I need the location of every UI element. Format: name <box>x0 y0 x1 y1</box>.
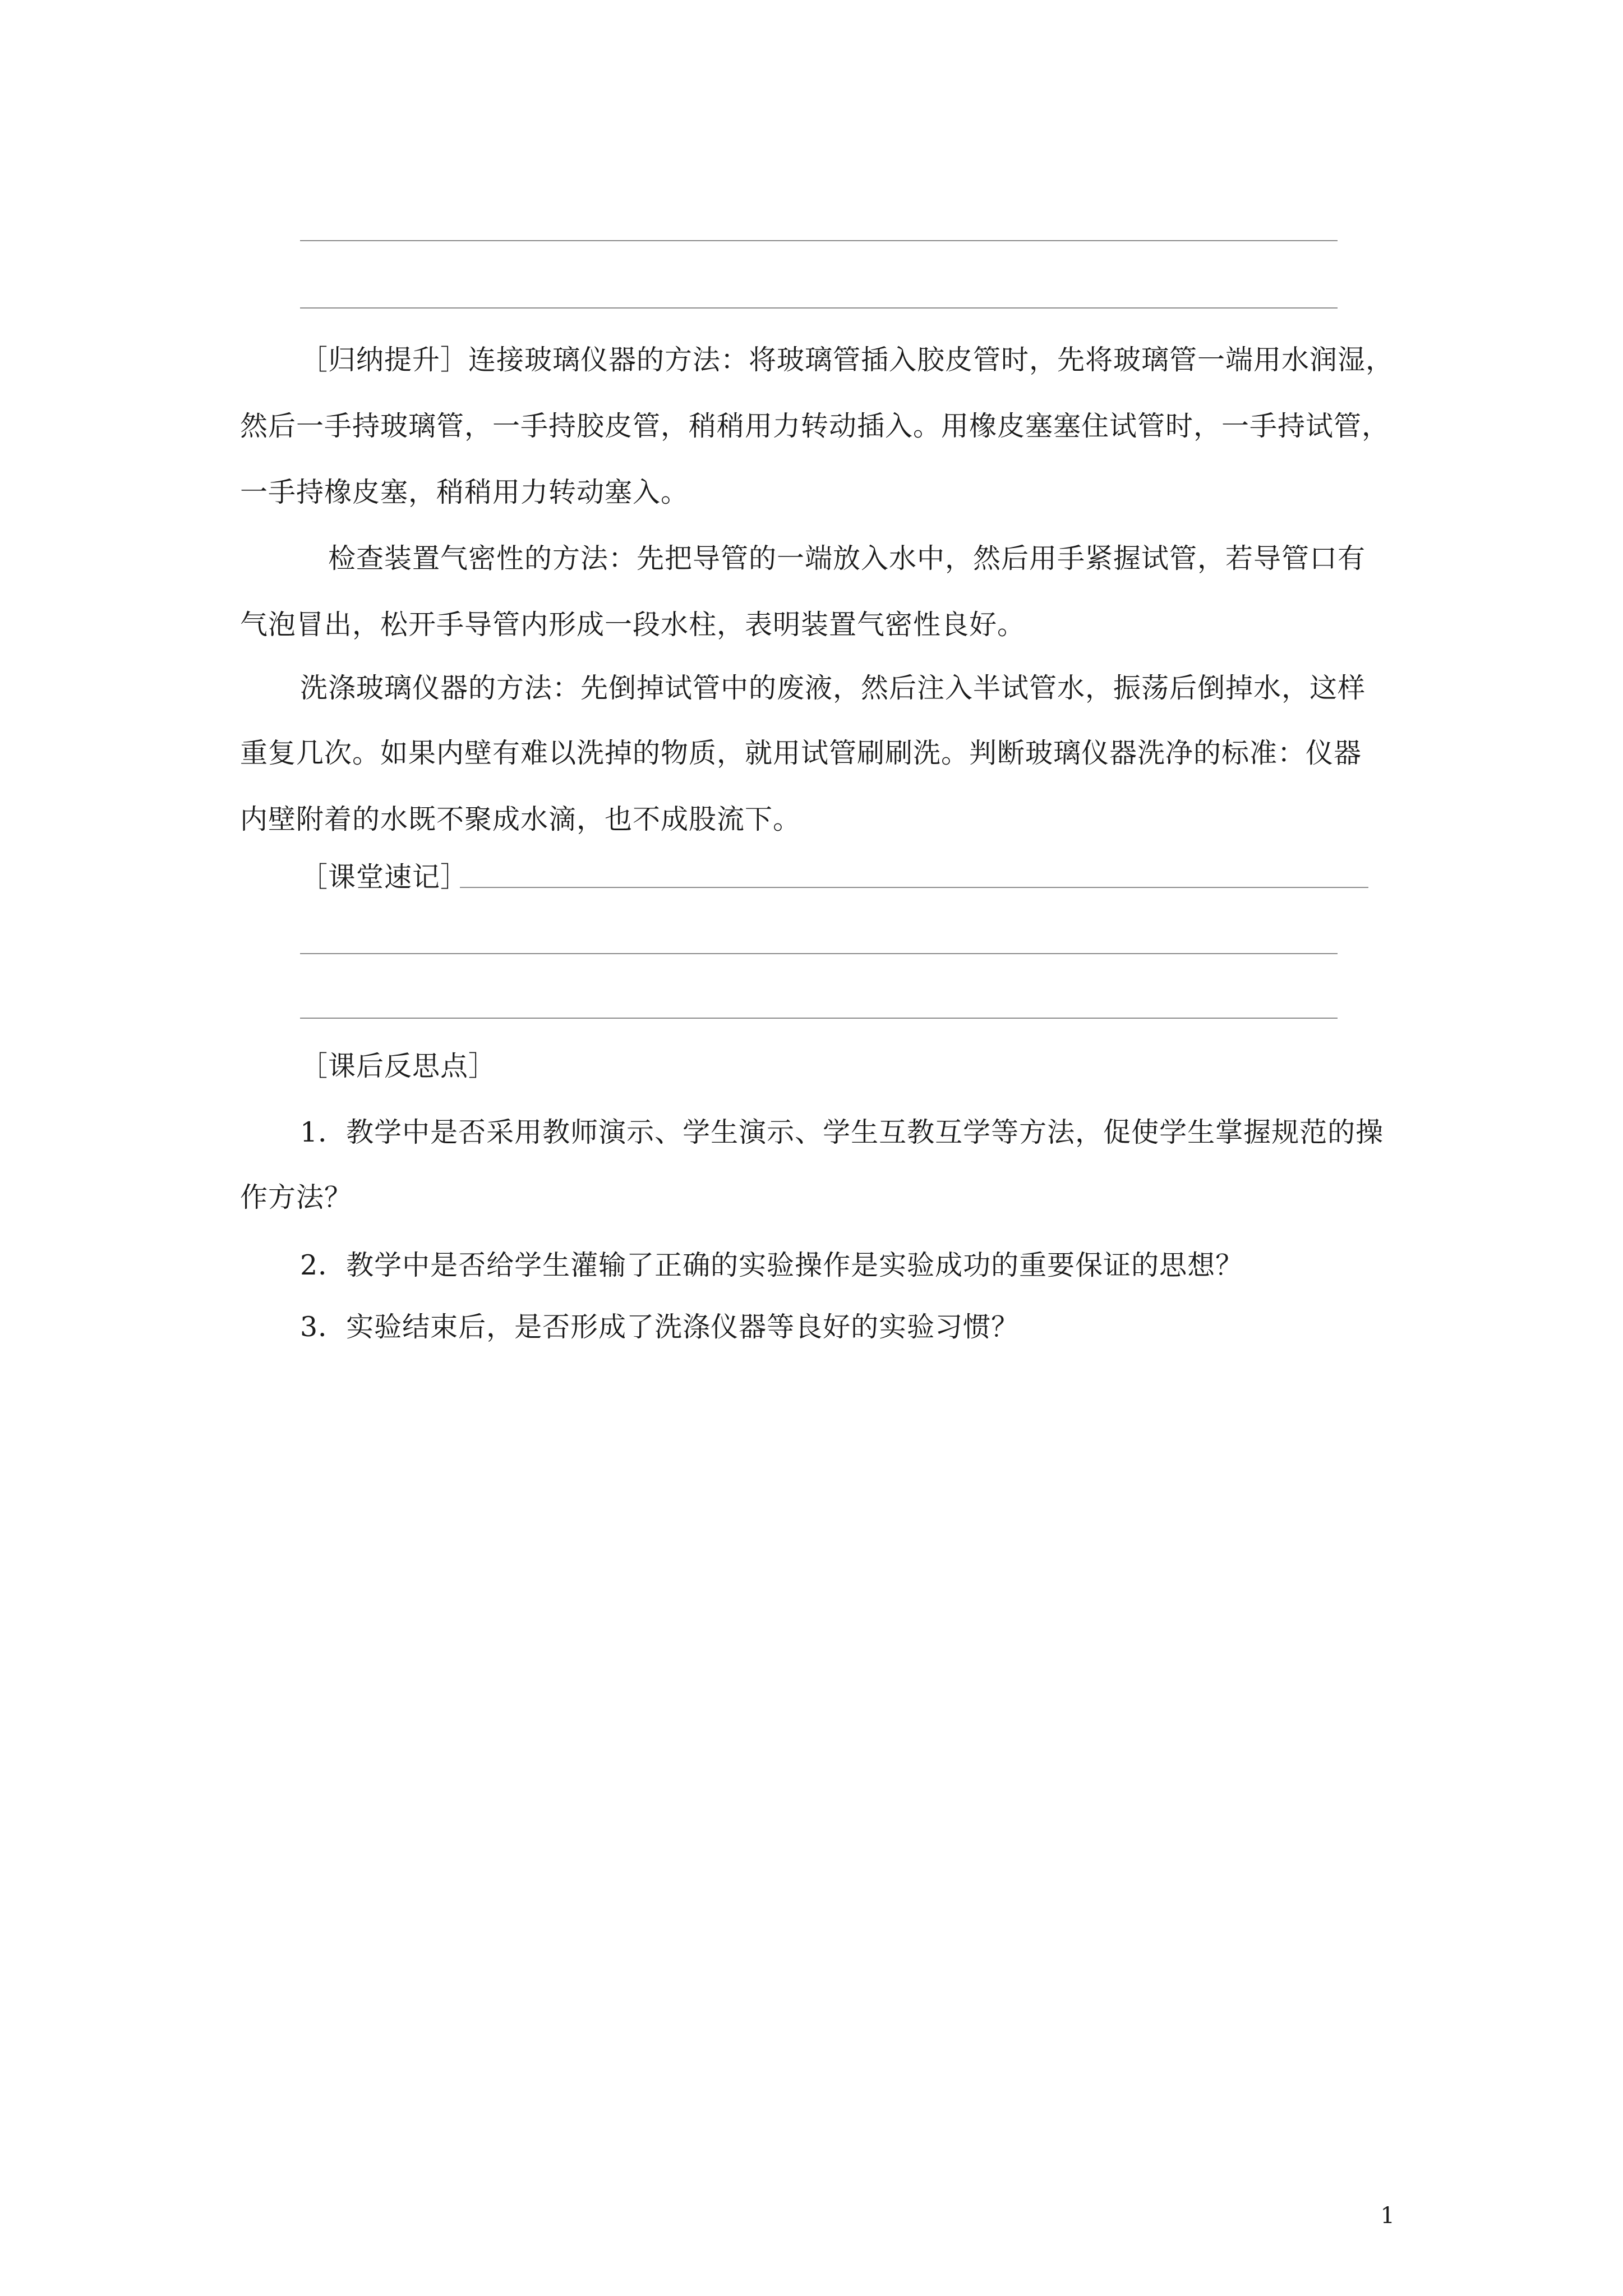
notes-blank-line <box>460 887 1368 888</box>
airtight-line-2: 气泡冒出，松开手导管内形成一段水柱，表明装置气密性良好。 <box>240 609 1026 641</box>
washing-line-2: 重复几次。如果内壁有难以洗掉的物质，就用试管刷刷洗。判断玻璃仪器洗净的标准：仪器 <box>240 737 1362 769</box>
blank-line <box>300 953 1338 954</box>
reflection-item-3: 3．实验结束后，是否形成了洗涤仪器等良好的实验习惯？ <box>300 1311 1020 1343</box>
blank-line <box>300 307 1338 309</box>
induction-line-2: 然后一手持玻璃管，一手持胶皮管，稍稍用力转动插入。用橡皮塞塞住试管时，一手持试管， <box>240 410 1390 442</box>
washing-line-3: 内壁附着的水既不聚成水滴，也不成股流下。 <box>240 803 801 835</box>
induction-text-line-1: 连接玻璃仪器的方法：将玻璃管插入胶皮管时，先将玻璃管一端用水润湿， <box>468 344 1394 376</box>
washing-line-1: 洗涤玻璃仪器的方法：先倒掉试管中的废液，然后注入半试管水，振荡后倒掉水，这样 <box>300 672 1366 704</box>
reflection-item-1-line-2: 作方法？ <box>240 1181 353 1213</box>
notes-heading <box>300 861 468 894</box>
notes-label: ［课堂速记］ <box>300 861 469 893</box>
reflection-item-2: 2．教学中是否给学生灌输了正确的实验操作是实验成功的重要保证的思想？ <box>300 1249 1244 1281</box>
blank-line <box>300 1018 1338 1019</box>
blank-line <box>300 240 1338 241</box>
reflection-item-1-line-1: 1．教学中是否采用教师演示、学生演示、学生互教互学等方法，促使学生掌握规范的操 <box>300 1116 1384 1148</box>
induction-line-3: 一手持橡皮塞，稍稍用力转动塞入。 <box>240 476 689 508</box>
page-number: 1 <box>1380 2203 1395 2229</box>
induction-line-1 <box>300 343 1394 377</box>
induction-label: ［归纳提升］ <box>300 344 469 376</box>
reflection-heading <box>300 1050 496 1083</box>
airtight-line-1: 检查装置气密性的方法：先把导管的一端放入水中，然后用手紧握试管，若导管口有 <box>328 542 1366 574</box>
reflection-label: ［课后反思点］ <box>300 1050 497 1082</box>
